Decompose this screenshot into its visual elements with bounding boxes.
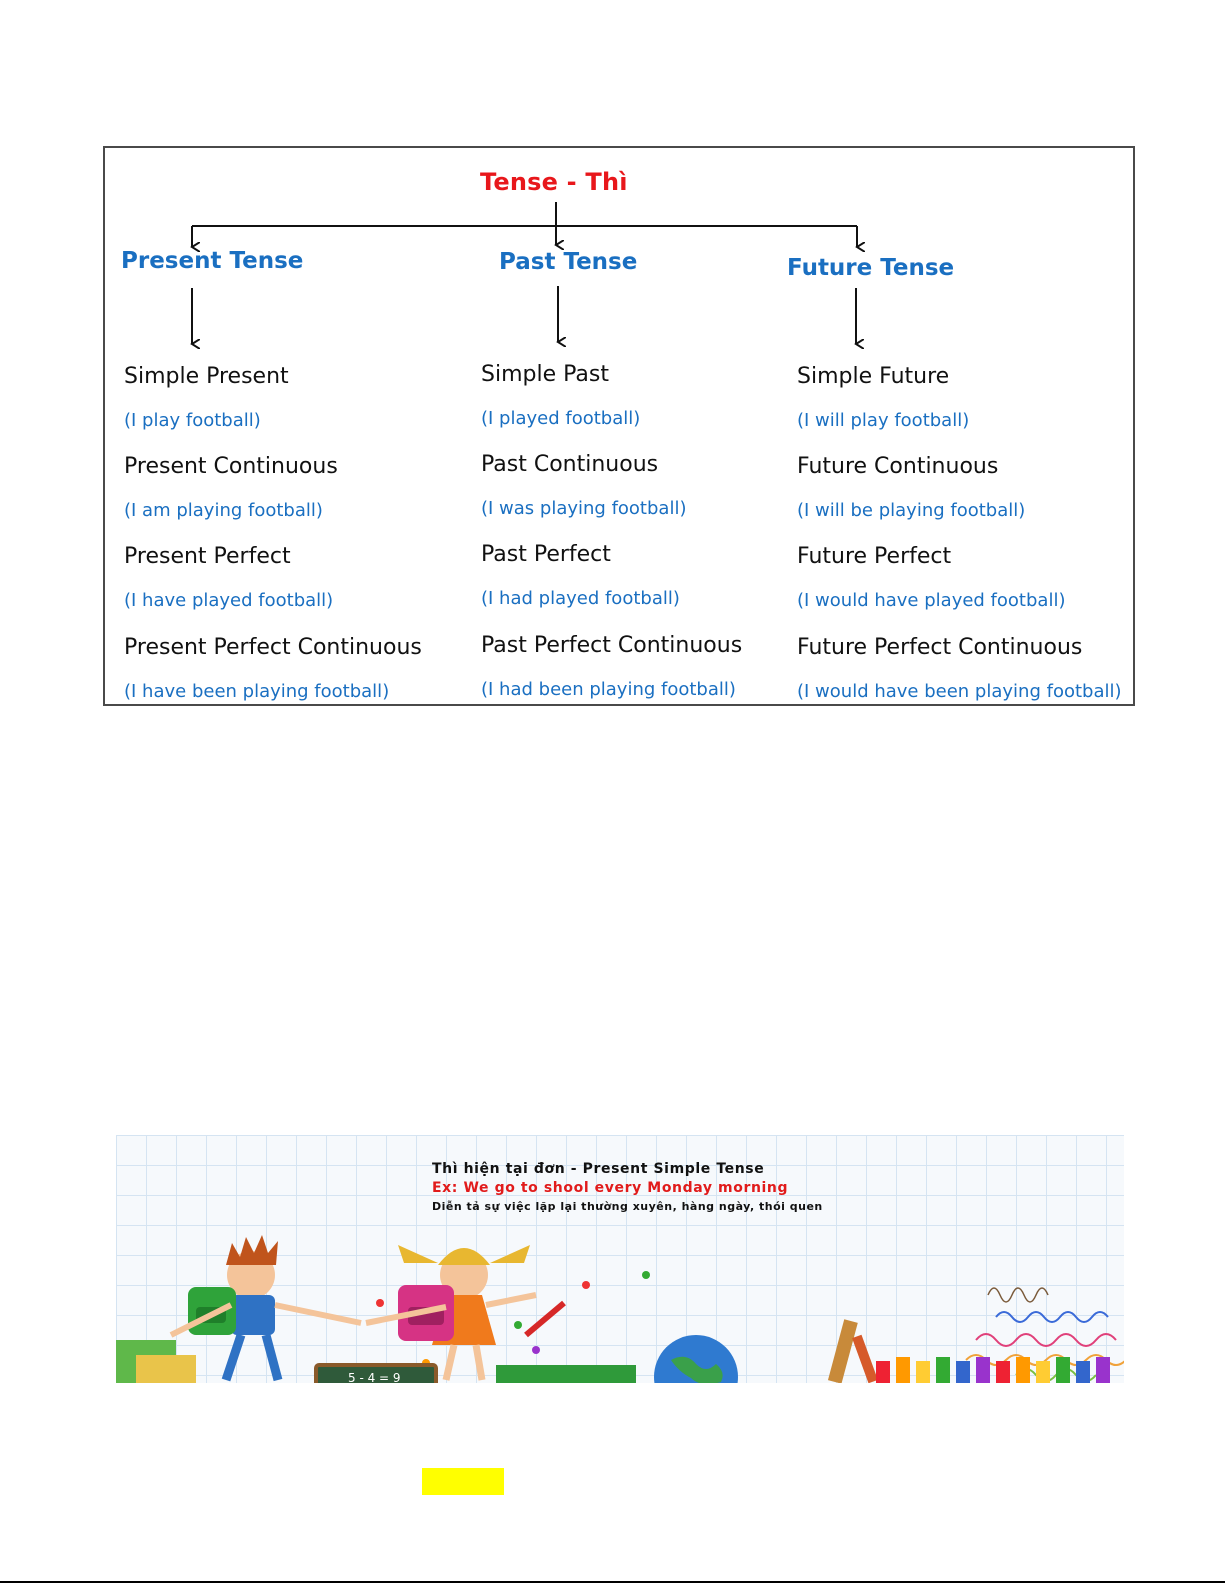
tense-name: Present Continuous [124,454,338,479]
tense-example: (I will be playing football) [797,500,1026,521]
scribble-doodle [976,1334,1116,1346]
confetti-dot [532,1346,540,1354]
tense-name: Simple Past [481,362,609,387]
paintbrush-icon [828,1319,858,1383]
tense-name: Simple Present [124,364,289,389]
tense-example: (I have played football) [124,590,334,611]
confetti-dot [514,1321,522,1329]
banner-description: Diễn tả sự việc lặp lại thường xuyên, hàng ngày, thói quen [432,1200,823,1213]
future-tense-heading: Future Tense [787,255,955,281]
tense-example: (I play football) [124,410,261,431]
yellow-highlight [422,1468,504,1495]
tense-name: Past Perfect Continuous [481,633,743,658]
present-simple-banner [116,1135,1124,1383]
tense-name: Present Perfect Continuous [124,635,422,660]
scribble-doodle [996,1312,1108,1322]
tense-example: (I would have played football) [797,590,1066,611]
stationery-pile [136,1355,196,1383]
page-bottom-rule [0,1581,1225,1583]
present-tense-heading: Present Tense [121,248,304,274]
tense-example: (I have been playing football) [124,681,390,702]
tense-name: Future Perfect [797,544,952,569]
banner-example-sentence: Ex: We go to shool every Monday morning [432,1180,789,1196]
tense-example: (I will play football) [797,410,970,431]
tense-name: Present Perfect [124,544,291,569]
girl-character [366,1245,564,1380]
green-book [496,1365,636,1383]
tense-name: Past Perfect [481,542,611,567]
tense-example: (I had played football) [481,588,680,609]
tense-example: (I played football) [481,408,641,429]
paintbrush-icon [852,1335,878,1383]
confetti-dot [642,1271,650,1279]
tense-example: (I had been playing football) [481,679,736,700]
tense-name: Past Continuous [481,452,659,477]
diagram-title: Tense - Thì [480,168,628,196]
tense-example: (I would have been playing football) [797,681,1122,702]
tense-example: (I was playing football) [481,498,687,519]
boy-character [171,1235,361,1380]
tense-example: (I am playing football) [124,500,323,521]
tense-name: Future Continuous [797,454,999,479]
confetti-dot [582,1281,590,1289]
banner-title: Thì hiện tại đơn - Present Simple Tense [432,1161,765,1177]
past-tense-heading: Past Tense [499,249,638,275]
tense-diagram [103,146,1135,706]
tense-name: Simple Future [797,364,950,389]
colored-pencils [876,1357,1110,1383]
scribble-doodle [988,1288,1048,1302]
chalkboard-text: 5 - 4 = 9 [348,1371,401,1383]
confetti-dot [376,1299,384,1307]
tense-name: Future Perfect Continuous [797,635,1083,660]
